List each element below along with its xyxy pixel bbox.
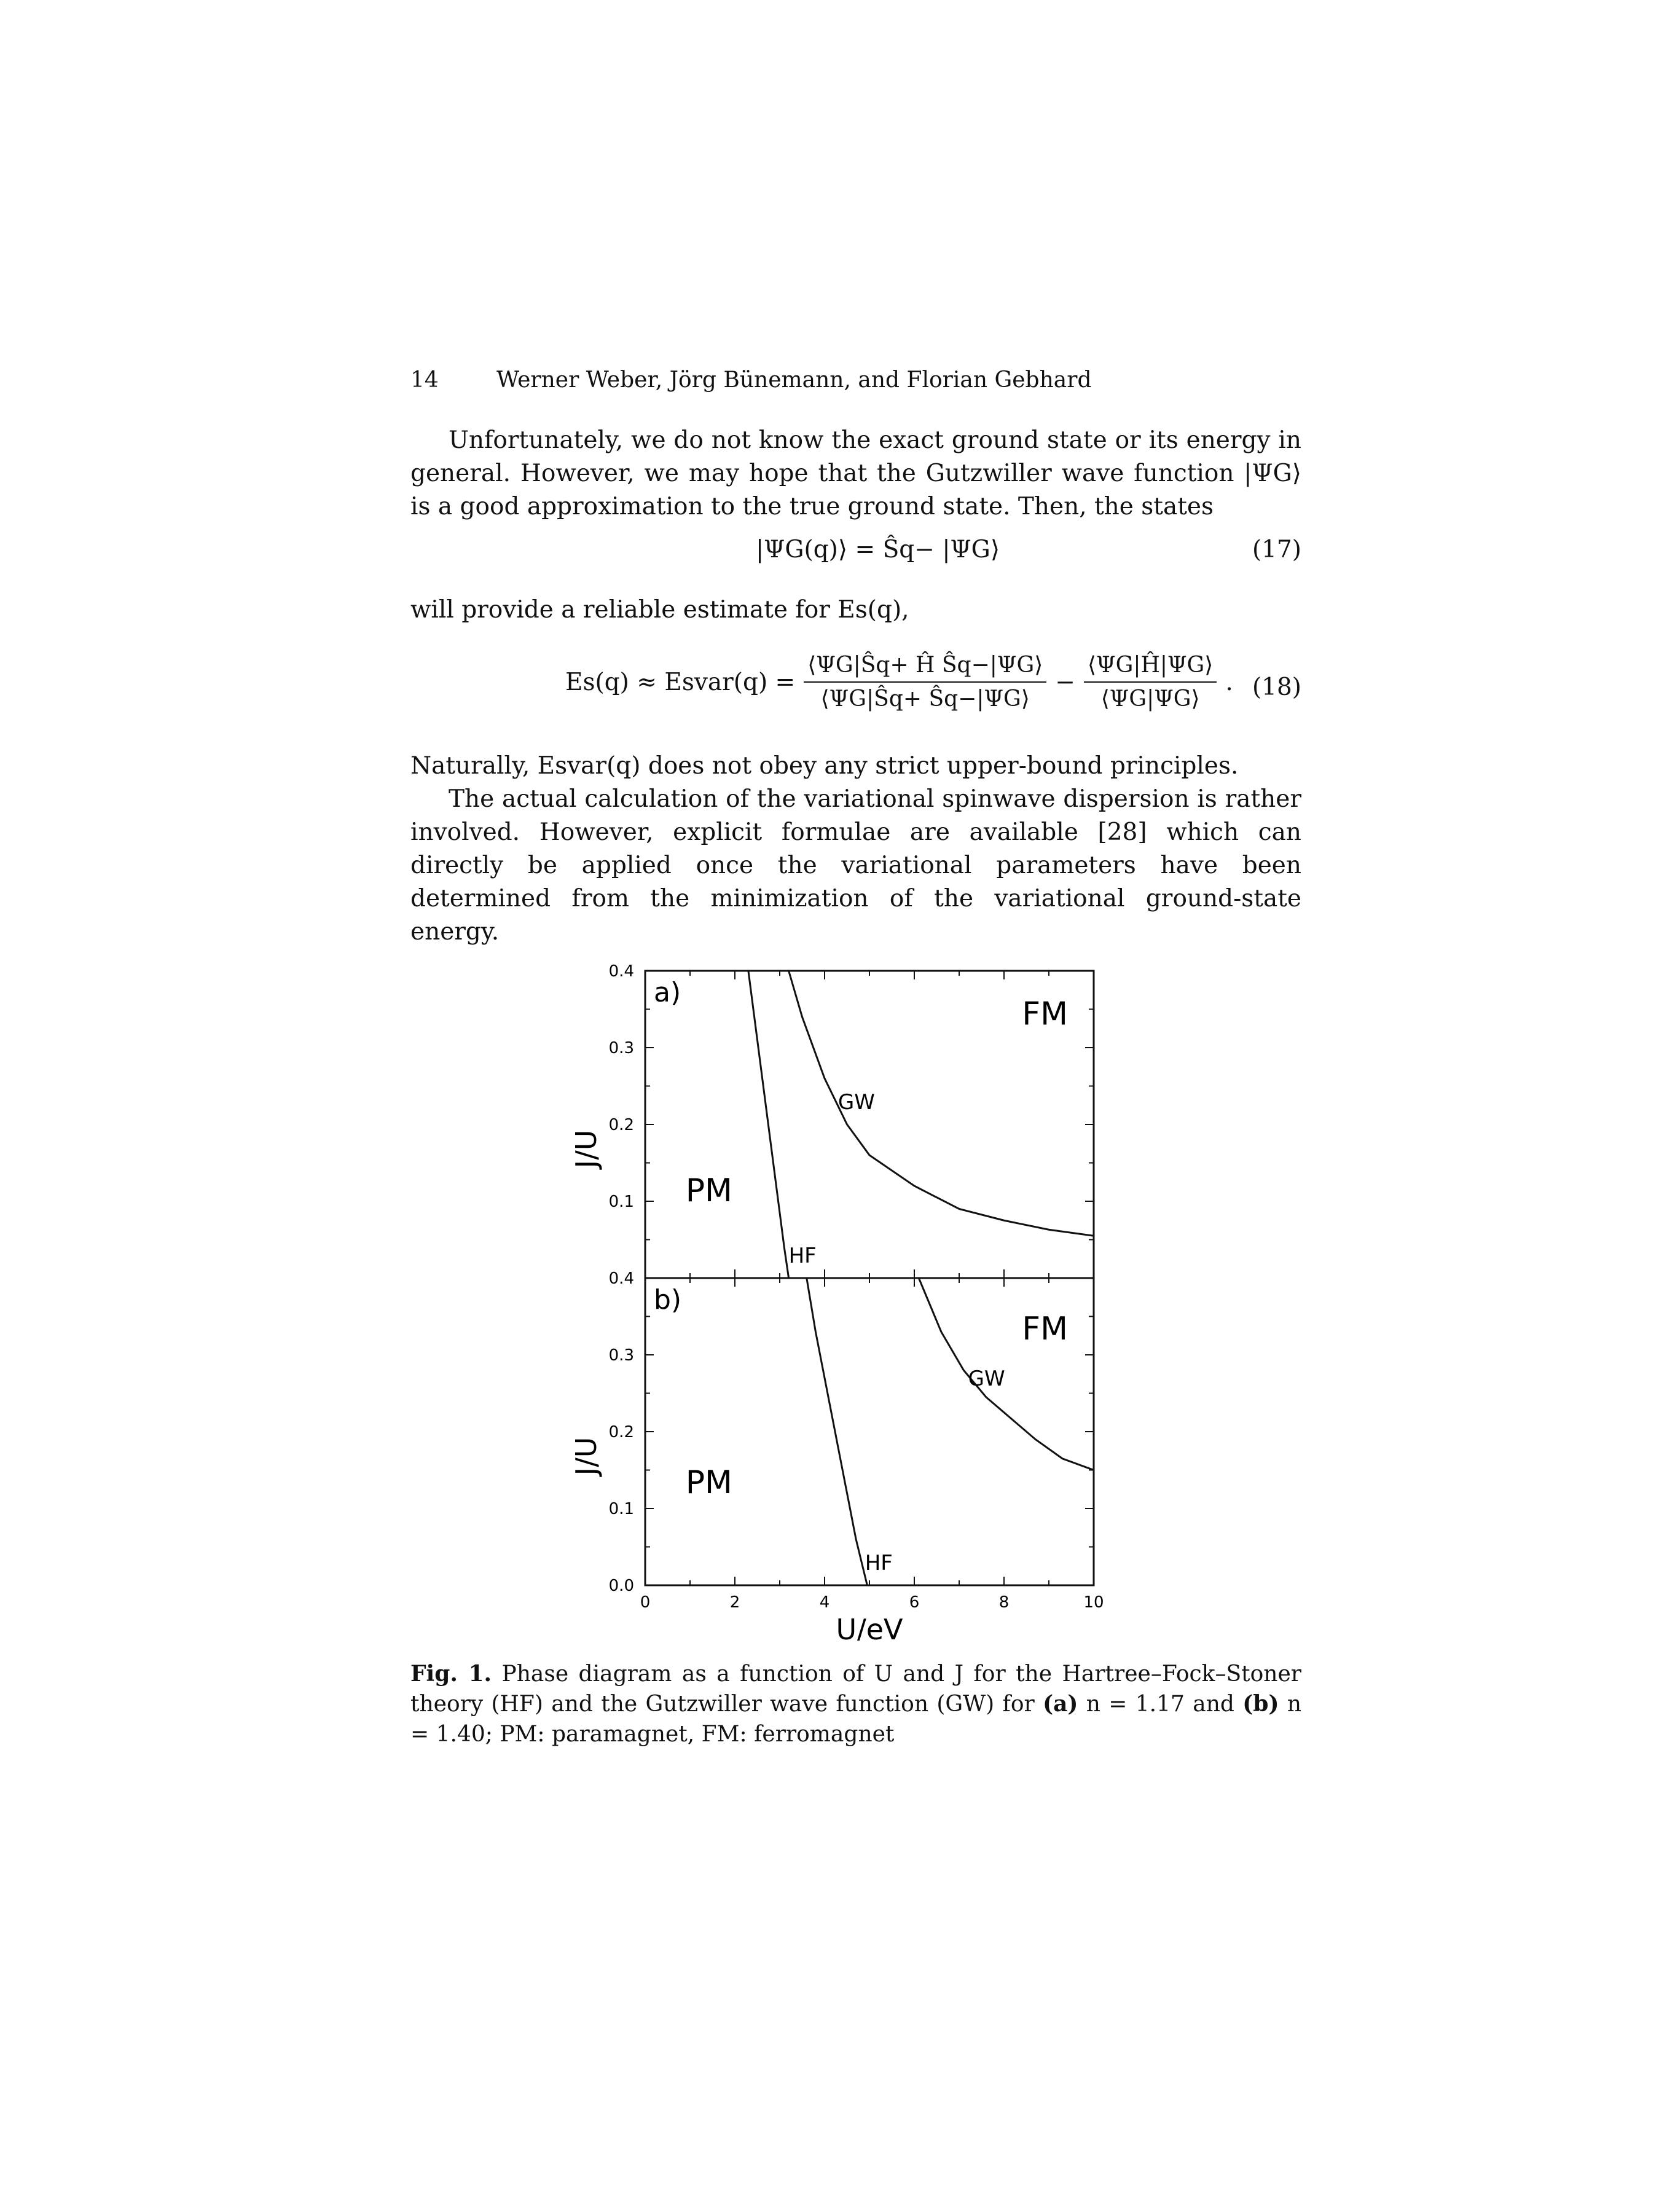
- series-label-hf: HF: [788, 1244, 817, 1268]
- equation-18-period: .: [1225, 668, 1233, 696]
- fraction-1-denominator: ⟨ΨG|Ŝq+ Ŝq−|ΨG⟩: [820, 686, 1030, 712]
- fraction-2-denominator: ⟨ΨG|ΨG⟩: [1100, 686, 1200, 712]
- y-tick-label: 0.4: [608, 1269, 634, 1288]
- region-label-pm: PM: [685, 1464, 732, 1501]
- caption-text-1: Phase diagram as a function of U and J for the Hartree–Fock–Stoner theory (HF) and the Gutzwiller wave function (GW) for: [410, 1661, 1301, 1717]
- phase-diagram-chart: [565, 946, 1131, 1641]
- x-axis-label: U/eV: [836, 1613, 903, 1641]
- series-line-hf: [807, 1278, 868, 1585]
- x-tick-label: 4: [819, 1593, 830, 1612]
- paragraph-intro: Unfortunately, we do not know the exact ground state or its energy in general. However, we may hope that the Gutzwiller wave function |ΨG⟩ is a good approximation to the true ground state. Then, the states: [410, 426, 1301, 520]
- caption-a-label: (a): [1043, 1691, 1078, 1717]
- y-tick-label: 0.3: [608, 1039, 634, 1057]
- x-tick-label: 6: [909, 1593, 920, 1612]
- equation-17: |ΨG(q)⟩ = Ŝq− |ΨG⟩: [756, 536, 1000, 563]
- region-label-pm: PM: [685, 1172, 732, 1209]
- y-axis-label: J/U: [570, 1129, 603, 1169]
- equation-18: [565, 645, 1233, 719]
- x-tick-label: 0: [640, 1593, 651, 1612]
- region-label-fm: FM: [1022, 995, 1068, 1033]
- y-tick-label: 0.3: [608, 1346, 634, 1365]
- equation-18-minus: −: [1055, 668, 1075, 696]
- equation-18-number: (18): [1252, 673, 1301, 701]
- series-label-gw: GW: [837, 1090, 875, 1115]
- series-line-gw: [919, 1278, 1094, 1470]
- paragraph-naturally: Naturally, Esvar(q) does not obey any strict upper-bound principles.: [410, 752, 1239, 780]
- figure-caption: [410, 1659, 1301, 1749]
- region-label-fm: FM: [1022, 1311, 1068, 1347]
- paragraph-calculation: The actual calculation of the variational spinwave dispersion is rather involved. However, explicit formulae are available [28] which can directly be applied once the variational parameters have been determined from the minimization of the variational ground-state energy.: [410, 785, 1301, 946]
- x-tick-label: 2: [729, 1593, 740, 1612]
- author-line: Werner Weber, Jörg Bünemann, and Florian Gebhard: [496, 367, 1092, 393]
- running-header: [410, 367, 1092, 393]
- equation-18-lhs: Es(q) ≈ Esvar(q) =: [565, 668, 796, 696]
- caption-label: Fig. 1.: [410, 1661, 492, 1687]
- figure-1: [565, 946, 1131, 1643]
- x-tick-label: 8: [998, 1593, 1010, 1612]
- page-number: 14: [410, 367, 439, 393]
- paragraph-estimate: will provide a reliable estimate for Es(q),: [410, 596, 909, 624]
- y-axis-label: J/U: [570, 1437, 603, 1476]
- caption-b-label: (b): [1242, 1691, 1279, 1717]
- y-tick-label: 0.2: [608, 1116, 634, 1134]
- x-tick-label: 10: [1083, 1593, 1104, 1612]
- y-tick-label: 0.1: [608, 1193, 634, 1211]
- series-label-hf: HF: [865, 1551, 893, 1575]
- panel-label: b): [654, 1284, 682, 1316]
- caption-a-text: n = 1.17 and: [1078, 1692, 1243, 1717]
- equation-18-fraction-1: [804, 653, 1046, 712]
- y-tick-label: 0.2: [608, 1423, 634, 1441]
- equation-17-number: (17): [1252, 536, 1301, 563]
- y-tick-label: 0.0: [608, 1577, 634, 1595]
- equation-18-fraction-2: [1084, 653, 1217, 712]
- fraction-2-numerator: ⟨ΨG|Ĥ|ΨG⟩: [1084, 653, 1217, 683]
- y-tick-label: 0.1: [608, 1500, 634, 1518]
- panel-label: a): [654, 977, 681, 1008]
- caption-b-text: n = 1.40; PM: paramagnet, FM: ferromagnet: [410, 1692, 1302, 1747]
- series-label-gw: GW: [968, 1367, 1005, 1391]
- series-line-hf: [748, 971, 789, 1278]
- fraction-1-numerator: ⟨ΨG|Ŝq+ Ĥ Ŝq−|ΨG⟩: [804, 653, 1046, 683]
- y-tick-label: 0.4: [608, 962, 634, 981]
